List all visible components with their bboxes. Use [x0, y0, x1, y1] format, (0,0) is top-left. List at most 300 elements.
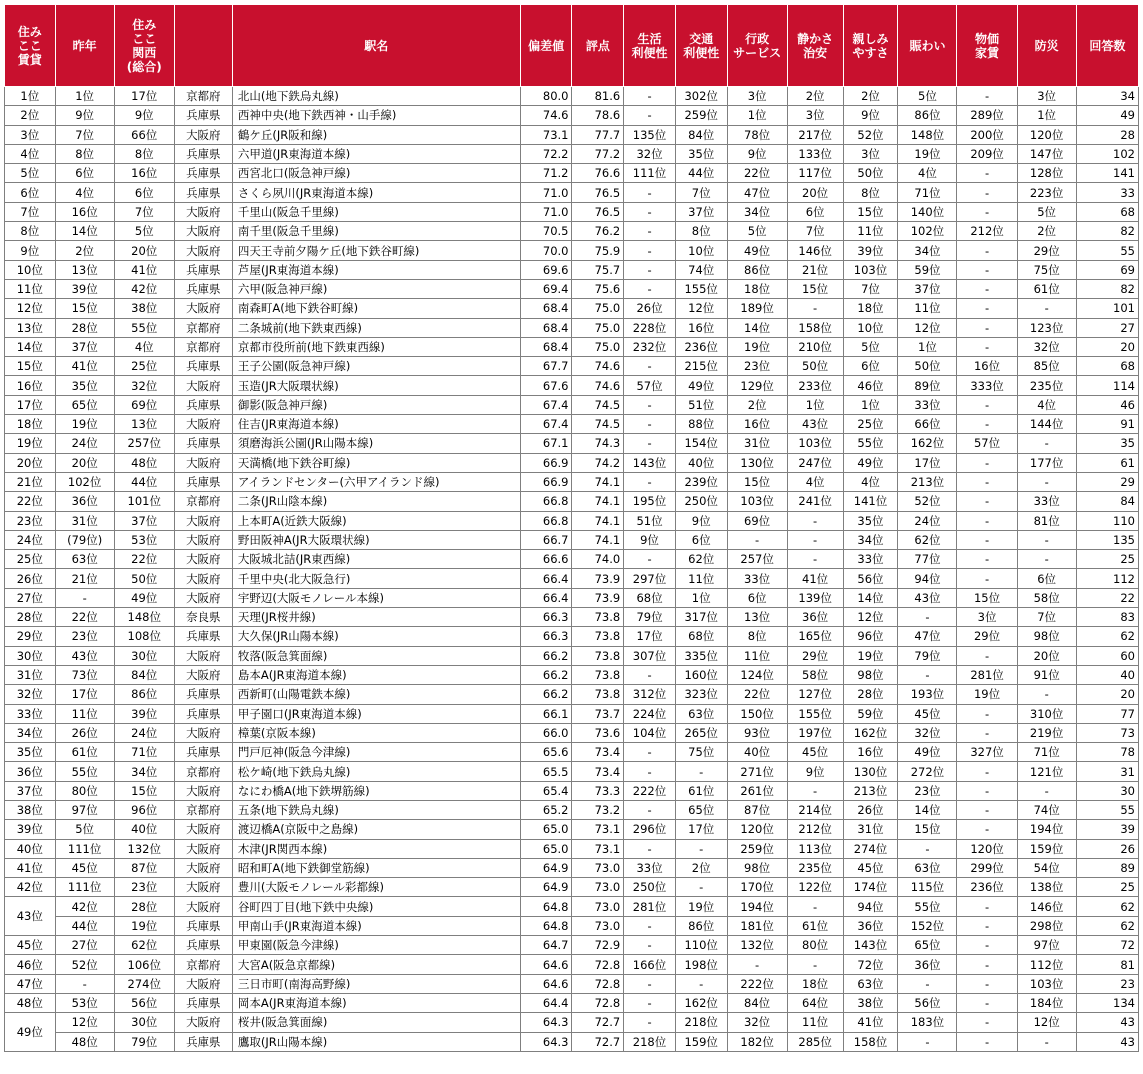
last-year-cell: 2位: [55, 241, 114, 260]
station-name-cell: 五条(地下鉄烏丸線): [232, 800, 520, 819]
prefecture-cell: 大阪府: [174, 781, 232, 800]
liveliness-cell: 43位: [898, 588, 957, 607]
last-year-cell: 52位: [55, 955, 114, 974]
admin-services-cell: 22位: [727, 164, 787, 183]
table-row: [5, 723, 1139, 742]
admin-services-cell: 15位: [727, 472, 787, 491]
quiet-safety-cell: 212位: [787, 820, 843, 839]
quiet-safety-cell: 2位: [787, 87, 843, 106]
kansai-rank-cell: 41位: [114, 260, 174, 279]
deviation-cell: 67.1: [520, 434, 572, 453]
responses-cell: 89: [1076, 858, 1138, 877]
score-cell: 76.5: [572, 202, 624, 221]
score-cell: 74.5: [572, 395, 624, 414]
last-year-cell: 26位: [55, 723, 114, 742]
station-name-cell: 大宮A(阪急京都線): [232, 955, 520, 974]
quiet-safety-cell: 4位: [787, 472, 843, 491]
score-cell: 73.9: [572, 569, 624, 588]
prices-rent-cell: -: [957, 511, 1017, 530]
table-row: [5, 820, 1139, 839]
living-convenience-cell: 143位: [624, 453, 676, 472]
liveliness-cell: 102位: [898, 222, 957, 241]
liveliness-cell: 213位: [898, 472, 957, 491]
admin-services-cell: -: [727, 955, 787, 974]
liveliness-cell: 12位: [898, 318, 957, 337]
kansai-rank-cell: 106位: [114, 955, 174, 974]
liveliness-cell: 77位: [898, 550, 957, 569]
disaster-prevention-cell: 103位: [1017, 974, 1076, 993]
prices-rent-cell: -: [957, 202, 1017, 221]
rank-cell: 34位: [5, 723, 56, 742]
score-cell: 75.0: [572, 337, 624, 356]
living-convenience-cell: -: [624, 839, 676, 858]
last-year-cell: 39位: [55, 279, 114, 298]
living-convenience-cell: -: [624, 1013, 676, 1032]
station-name-cell: 天理(JR桜井線): [232, 608, 520, 627]
responses-cell: 91: [1076, 415, 1138, 434]
rank-cell: 4位: [5, 144, 56, 163]
responses-cell: 134: [1076, 993, 1138, 1012]
transport-convenience-cell: 75位: [675, 743, 727, 762]
admin-services-cell: 16位: [727, 415, 787, 434]
rank-cell: 8位: [5, 222, 56, 241]
friendliness-cell: 56位: [843, 569, 898, 588]
kansai-rank-cell: 86位: [114, 685, 174, 704]
responses-cell: 34: [1076, 87, 1138, 106]
table-row: [5, 646, 1139, 665]
station-name-cell: 京都市役所前(地下鉄東西線): [232, 337, 520, 356]
prefecture-cell: 大阪府: [174, 299, 232, 318]
last-year-cell: -: [55, 588, 114, 607]
prefecture-cell: 兵庫県: [174, 685, 232, 704]
last-year-cell: 16位: [55, 202, 114, 221]
table-row: [5, 511, 1139, 530]
deviation-cell: 66.9: [520, 453, 572, 472]
kansai-rank-cell: 23位: [114, 878, 174, 897]
table-row: [5, 955, 1139, 974]
living-convenience-cell: 224位: [624, 704, 676, 723]
last-year-cell: 111位: [55, 839, 114, 858]
transport-convenience-cell: 19位: [675, 897, 727, 916]
responses-cell: 112: [1076, 569, 1138, 588]
friendliness-cell: 49位: [843, 453, 898, 472]
admin-services-cell: 5位: [727, 222, 787, 241]
disaster-prevention-cell: -: [1017, 299, 1076, 318]
friendliness-cell: 12位: [843, 608, 898, 627]
last-year-cell: 6位: [55, 164, 114, 183]
prices-rent-cell: 299位: [957, 858, 1017, 877]
header-living-convenience: 生活 利便性: [624, 5, 676, 87]
quiet-safety-cell: 36位: [787, 608, 843, 627]
score-cell: 74.1: [572, 530, 624, 549]
deviation-cell: 71.0: [520, 202, 572, 221]
deviation-cell: 66.6: [520, 550, 572, 569]
score-cell: 75.0: [572, 299, 624, 318]
responses-cell: 68: [1076, 357, 1138, 376]
score-cell: 73.0: [572, 858, 624, 877]
responses-cell: 60: [1076, 646, 1138, 665]
deviation-cell: 67.4: [520, 395, 572, 414]
station-name-cell: なにわ橋A(地下鉄堺筋線): [232, 781, 520, 800]
quiet-safety-cell: 50位: [787, 357, 843, 376]
prefecture-cell: 兵庫県: [174, 395, 232, 414]
deviation-cell: 70.5: [520, 222, 572, 241]
admin-services-cell: 33位: [727, 569, 787, 588]
friendliness-cell: 162位: [843, 723, 898, 742]
quiet-safety-cell: 29位: [787, 646, 843, 665]
station-name-cell: 南千里(阪急千里線): [232, 222, 520, 241]
header-sumikoko-kansai: 住み ここ 関西 (総合): [114, 5, 174, 87]
station-name-cell: 木津(JR関西本線): [232, 839, 520, 858]
transport-convenience-cell: 110位: [675, 936, 727, 955]
responses-cell: 31: [1076, 762, 1138, 781]
station-name-cell: 玉造(JR大阪環状線): [232, 376, 520, 395]
score-cell: 77.2: [572, 144, 624, 163]
admin-services-cell: 130位: [727, 453, 787, 472]
admin-services-cell: 14位: [727, 318, 787, 337]
disaster-prevention-cell: 112位: [1017, 955, 1076, 974]
friendliness-cell: 31位: [843, 820, 898, 839]
rank-cell: 20位: [5, 453, 56, 472]
header-transport-convenience: 交通 利便性: [675, 5, 727, 87]
living-convenience-cell: 79位: [624, 608, 676, 627]
living-convenience-cell: 166位: [624, 955, 676, 974]
score-cell: 73.6: [572, 723, 624, 742]
quiet-safety-cell: 155位: [787, 704, 843, 723]
station-name-cell: 須磨海浜公園(JR山陽本線): [232, 434, 520, 453]
deviation-cell: 74.6: [520, 106, 572, 125]
station-name-cell: 王子公園(阪急神戸線): [232, 357, 520, 376]
score-cell: 73.0: [572, 897, 624, 916]
living-convenience-cell: 232位: [624, 337, 676, 356]
prefecture-cell: 大阪府: [174, 376, 232, 395]
kansai-rank-cell: 7位: [114, 202, 174, 221]
score-cell: 75.7: [572, 260, 624, 279]
kansai-rank-cell: 50位: [114, 569, 174, 588]
responses-cell: 135: [1076, 530, 1138, 549]
last-year-cell: 41位: [55, 357, 114, 376]
quiet-safety-cell: 217位: [787, 125, 843, 144]
responses-cell: 141: [1076, 164, 1138, 183]
last-year-cell: 11位: [55, 704, 114, 723]
rank-cell: 7位: [5, 202, 56, 221]
station-name-cell: 大久保(JR山陽本線): [232, 627, 520, 646]
quiet-safety-cell: 139位: [787, 588, 843, 607]
prices-rent-cell: -: [957, 453, 1017, 472]
deviation-cell: 69.6: [520, 260, 572, 279]
score-cell: 74.5: [572, 415, 624, 434]
disaster-prevention-cell: 235位: [1017, 376, 1076, 395]
liveliness-cell: 115位: [898, 878, 957, 897]
table-row: [5, 993, 1139, 1012]
disaster-prevention-cell: 6位: [1017, 569, 1076, 588]
living-convenience-cell: -: [624, 279, 676, 298]
quiet-safety-cell: 122位: [787, 878, 843, 897]
quiet-safety-cell: 18位: [787, 974, 843, 993]
prefecture-cell: 大阪府: [174, 241, 232, 260]
prices-rent-cell: -: [957, 279, 1017, 298]
last-year-cell: 55位: [55, 762, 114, 781]
friendliness-cell: 19位: [843, 646, 898, 665]
admin-services-cell: 93位: [727, 723, 787, 742]
table-row: [5, 665, 1139, 684]
transport-convenience-cell: 17位: [675, 820, 727, 839]
responses-cell: 40: [1076, 665, 1138, 684]
disaster-prevention-cell: 5位: [1017, 202, 1076, 221]
kansai-rank-cell: 87位: [114, 858, 174, 877]
prefecture-cell: 大阪府: [174, 222, 232, 241]
prices-rent-cell: 29位: [957, 627, 1017, 646]
disaster-prevention-cell: 71位: [1017, 743, 1076, 762]
prefecture-cell: 大阪府: [174, 723, 232, 742]
prices-rent-cell: -: [957, 955, 1017, 974]
liveliness-cell: 162位: [898, 434, 957, 453]
transport-convenience-cell: 236位: [675, 337, 727, 356]
living-convenience-cell: 135位: [624, 125, 676, 144]
last-year-cell: 31位: [55, 511, 114, 530]
responses-cell: 29: [1076, 472, 1138, 491]
table-body: [5, 87, 1139, 1052]
score-cell: 76.6: [572, 164, 624, 183]
kansai-rank-cell: 17位: [114, 87, 174, 106]
quiet-safety-cell: 11位: [787, 1013, 843, 1032]
kansai-rank-cell: 37位: [114, 511, 174, 530]
transport-convenience-cell: 63位: [675, 704, 727, 723]
disaster-prevention-cell: -: [1017, 530, 1076, 549]
last-year-cell: 17位: [55, 685, 114, 704]
responses-cell: 68: [1076, 202, 1138, 221]
quiet-safety-cell: 1位: [787, 395, 843, 414]
header-deviation: 偏差値: [520, 5, 572, 87]
liveliness-cell: 14位: [898, 800, 957, 819]
deviation-cell: 72.2: [520, 144, 572, 163]
deviation-cell: 68.4: [520, 337, 572, 356]
rank-cell: 16位: [5, 376, 56, 395]
header-friendliness: 親しみ やすさ: [843, 5, 898, 87]
deviation-cell: 71.0: [520, 183, 572, 202]
header-score: 評点: [572, 5, 624, 87]
liveliness-cell: -: [898, 974, 957, 993]
liveliness-cell: 71位: [898, 183, 957, 202]
liveliness-cell: 5位: [898, 87, 957, 106]
rank-cell: 39位: [5, 820, 56, 839]
table-row: [5, 1032, 1139, 1051]
score-cell: 81.6: [572, 87, 624, 106]
responses-cell: 84: [1076, 492, 1138, 511]
quiet-safety-cell: 113位: [787, 839, 843, 858]
responses-cell: 73: [1076, 723, 1138, 742]
header-station-name: 駅名: [232, 5, 520, 87]
liveliness-cell: -: [898, 665, 957, 684]
deviation-cell: 66.2: [520, 646, 572, 665]
station-name-cell: 門戸厄神(阪急今津線): [232, 743, 520, 762]
rank-cell: 48位: [5, 993, 56, 1012]
friendliness-cell: 2位: [843, 87, 898, 106]
quiet-safety-cell: 15位: [787, 279, 843, 298]
score-cell: 74.6: [572, 376, 624, 395]
responses-cell: 82: [1076, 279, 1138, 298]
transport-convenience-cell: 11位: [675, 569, 727, 588]
prefecture-cell: 京都府: [174, 955, 232, 974]
last-year-cell: 22位: [55, 608, 114, 627]
rank-cell: 41位: [5, 858, 56, 877]
liveliness-cell: 50位: [898, 357, 957, 376]
disaster-prevention-cell: 29位: [1017, 241, 1076, 260]
prefecture-cell: 兵庫県: [174, 434, 232, 453]
prices-rent-cell: 120位: [957, 839, 1017, 858]
station-name-cell: 鶴ケ丘(JR阪和線): [232, 125, 520, 144]
station-name-cell: 四天王寺前夕陽ケ丘(地下鉄谷町線): [232, 241, 520, 260]
living-convenience-cell: 218位: [624, 1032, 676, 1051]
disaster-prevention-cell: 219位: [1017, 723, 1076, 742]
disaster-prevention-cell: 7位: [1017, 608, 1076, 627]
living-convenience-cell: 57位: [624, 376, 676, 395]
responses-cell: 20: [1076, 685, 1138, 704]
disaster-prevention-cell: 128位: [1017, 164, 1076, 183]
kansai-rank-cell: 42位: [114, 279, 174, 298]
kansai-rank-cell: 16位: [114, 164, 174, 183]
prices-rent-cell: 236位: [957, 878, 1017, 897]
transport-convenience-cell: 7位: [675, 183, 727, 202]
station-name-cell: 昭和町A(地下鉄御堂筋線): [232, 858, 520, 877]
table-row: [5, 260, 1139, 279]
header-disaster-prevention: 防災: [1017, 5, 1076, 87]
prices-rent-cell: -: [957, 781, 1017, 800]
disaster-prevention-cell: 184位: [1017, 993, 1076, 1012]
quiet-safety-cell: 210位: [787, 337, 843, 356]
table-row: [5, 125, 1139, 144]
kansai-rank-cell: 38位: [114, 299, 174, 318]
table-row: [5, 241, 1139, 260]
transport-convenience-cell: -: [675, 974, 727, 993]
station-name-cell: 豊川(大阪モノレール彩都線): [232, 878, 520, 897]
deviation-cell: 64.6: [520, 955, 572, 974]
friendliness-cell: 94位: [843, 897, 898, 916]
friendliness-cell: 72位: [843, 955, 898, 974]
friendliness-cell: 35位: [843, 511, 898, 530]
last-year-cell: 13位: [55, 260, 114, 279]
friendliness-cell: 46位: [843, 376, 898, 395]
admin-services-cell: 120位: [727, 820, 787, 839]
transport-convenience-cell: 49位: [675, 376, 727, 395]
quiet-safety-cell: -: [787, 511, 843, 530]
responses-cell: 28: [1076, 125, 1138, 144]
disaster-prevention-cell: 3位: [1017, 87, 1076, 106]
disaster-prevention-cell: 138位: [1017, 878, 1076, 897]
last-year-cell: 45位: [55, 858, 114, 877]
prefecture-cell: 大阪府: [174, 820, 232, 839]
transport-convenience-cell: 317位: [675, 608, 727, 627]
rank-cell: 37位: [5, 781, 56, 800]
deviation-cell: 64.8: [520, 897, 572, 916]
transport-convenience-cell: 35位: [675, 144, 727, 163]
admin-services-cell: 23位: [727, 357, 787, 376]
liveliness-cell: 89位: [898, 376, 957, 395]
friendliness-cell: 52位: [843, 125, 898, 144]
prices-rent-cell: -: [957, 646, 1017, 665]
admin-services-cell: 150位: [727, 704, 787, 723]
score-cell: 73.3: [572, 781, 624, 800]
kansai-rank-cell: 69位: [114, 395, 174, 414]
kansai-rank-cell: 28位: [114, 897, 174, 916]
quiet-safety-cell: -: [787, 955, 843, 974]
last-year-cell: 42位: [55, 897, 114, 916]
liveliness-cell: 148位: [898, 125, 957, 144]
deviation-cell: 66.0: [520, 723, 572, 742]
friendliness-cell: 274位: [843, 839, 898, 858]
admin-services-cell: 78位: [727, 125, 787, 144]
disaster-prevention-cell: -: [1017, 472, 1076, 491]
liveliness-cell: 59位: [898, 260, 957, 279]
last-year-cell: 44位: [55, 916, 114, 935]
disaster-prevention-cell: 121位: [1017, 762, 1076, 781]
quiet-safety-cell: 285位: [787, 1032, 843, 1051]
prefecture-cell: 兵庫県: [174, 993, 232, 1012]
deviation-cell: 65.0: [520, 839, 572, 858]
quiet-safety-cell: 146位: [787, 241, 843, 260]
disaster-prevention-cell: 144位: [1017, 415, 1076, 434]
last-year-cell: 4位: [55, 183, 114, 202]
responses-cell: 22: [1076, 588, 1138, 607]
rank-cell: 15位: [5, 357, 56, 376]
score-cell: 73.0: [572, 878, 624, 897]
rank-cell: 6位: [5, 183, 56, 202]
score-cell: 76.2: [572, 222, 624, 241]
prices-rent-cell: 16位: [957, 357, 1017, 376]
admin-services-cell: 69位: [727, 511, 787, 530]
deviation-cell: 68.4: [520, 318, 572, 337]
transport-convenience-cell: 84位: [675, 125, 727, 144]
station-name-cell: 樟葉(京阪本線): [232, 723, 520, 742]
admin-services-cell: 8位: [727, 627, 787, 646]
quiet-safety-cell: 41位: [787, 569, 843, 588]
deviation-cell: 65.2: [520, 800, 572, 819]
prefecture-cell: 大阪府: [174, 569, 232, 588]
prices-rent-cell: -: [957, 530, 1017, 549]
transport-convenience-cell: 37位: [675, 202, 727, 221]
disaster-prevention-cell: 61位: [1017, 279, 1076, 298]
living-convenience-cell: 51位: [624, 511, 676, 530]
disaster-prevention-cell: 146位: [1017, 897, 1076, 916]
living-convenience-cell: -: [624, 222, 676, 241]
liveliness-cell: 62位: [898, 530, 957, 549]
quiet-safety-cell: 3位: [787, 106, 843, 125]
liveliness-cell: 36位: [898, 955, 957, 974]
friendliness-cell: 96位: [843, 627, 898, 646]
table-row: [5, 878, 1139, 897]
living-convenience-cell: -: [624, 472, 676, 491]
station-name-cell: さくら夙川(JR東海道本線): [232, 183, 520, 202]
prices-rent-cell: -: [957, 897, 1017, 916]
table-row: [5, 550, 1139, 569]
ranking-table: [4, 4, 1139, 1052]
liveliness-cell: 152位: [898, 916, 957, 935]
table-row: [5, 376, 1139, 395]
admin-services-cell: 132位: [727, 936, 787, 955]
station-name-cell: 千里山(阪急千里線): [232, 202, 520, 221]
kansai-rank-cell: 40位: [114, 820, 174, 839]
kansai-rank-cell: 25位: [114, 357, 174, 376]
rank-cell: 11位: [5, 279, 56, 298]
rank-cell: 45位: [5, 936, 56, 955]
transport-convenience-cell: 2位: [675, 858, 727, 877]
prices-rent-cell: -: [957, 550, 1017, 569]
station-name-cell: 谷町四丁目(地下鉄中央線): [232, 897, 520, 916]
admin-services-cell: 189位: [727, 299, 787, 318]
station-name-cell: 島本A(JR東海道本線): [232, 665, 520, 684]
quiet-safety-cell: 197位: [787, 723, 843, 742]
quiet-safety-cell: 21位: [787, 260, 843, 279]
